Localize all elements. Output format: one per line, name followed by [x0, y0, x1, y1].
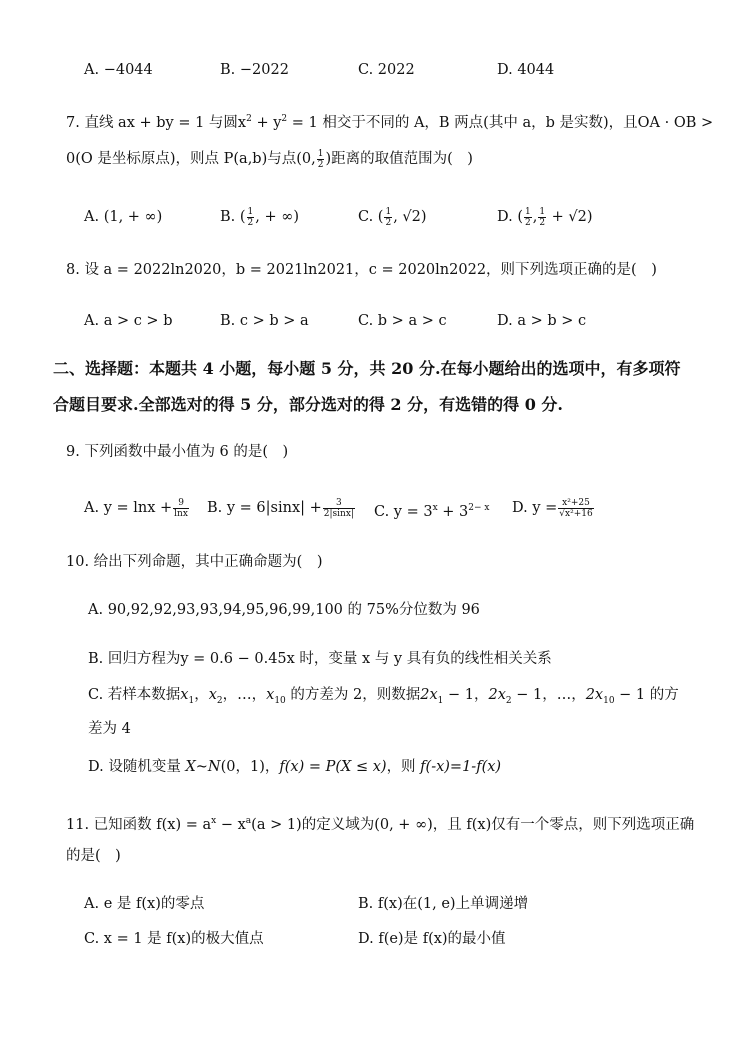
section2-heading-line1: 二、选择题：本题共 4 小题，每小题 5 分，共 20 分.在每小题给出的选项中，有多项符 [53, 359, 681, 378]
q6-option-c: C. 2022 [358, 62, 415, 78]
q7-option-b: B. ( $\frac{1}{2}$ , + ∞) [220, 206, 299, 228]
q9-option-a: A. y = lnx + $\frac{9}{\ln x}$ [84, 497, 188, 519]
q7-option-a: A. (1, + ∞) [84, 209, 163, 225]
q7-option-c: C. ( $\frac{1}{2}$ , √2) [358, 206, 427, 228]
q11-stem-line2: 的是( ) [66, 848, 121, 864]
q11-option-c: C. x = 1 是 f(x)的极大值点 [84, 931, 264, 947]
q8-option-b: B. c > b > a [220, 313, 309, 329]
q11-option-a: A. e 是 f(x)的零点 [84, 896, 205, 912]
q8-stem: 8. 设 a = 2022ln2020，b = 2021ln2021，c = 2020ln2022，则下列选项正确的是( ) [66, 262, 657, 278]
q7-fraction-half: $\frac{1}{2}$ [317, 148, 324, 170]
q11-option-d: D. f(e)是 f(x)的最小值 [358, 931, 506, 947]
q6-option-a: A. −4044 [84, 62, 153, 78]
q7-stem-line2: 0(O 是坐标原点)，则点 P(a,b)与点(0, $\frac{1}{2}$ )距离的取值范围为( ) [66, 148, 473, 170]
q10-option-c-line2: 差为 4 [88, 721, 131, 737]
q9-option-c: C. $y = 3^x + 3^{2- x}$ [374, 503, 490, 520]
q10-stem: 10. 给出下列命题，其中正确命题为( ) [66, 554, 323, 570]
q10-option-c: C. 若样本数据$x_1$，$x_2$，…，$x_{10}$ 的方差为 2，则数据$2x_1 - 1$，$2x_2 - 1$，…，$2x_{10} - 1$ 的方 [88, 687, 679, 706]
q8-option-d: D. a > b > c [497, 313, 587, 329]
q8-option-c: C. b > a > c [358, 313, 447, 329]
q9-option-b: B. y = 6|sinx| + $\frac{3}{2|\sin x|}$ [207, 497, 354, 519]
q7-stem-line1: 7. 直线 ax + by = 1 与圆$x^2 + y^2 = 1$ 相交于不同的 A，B 两点(其中 a，b 是实数)，且OA · OB > [66, 114, 714, 131]
section2-heading-line2: 合题目要求.全部选对的得 5 分，部分选对的得 2 分，有选错的得 0 分. [53, 395, 563, 414]
q9-option-d: D. y = $\frac{\text{x²+25}}{\text{√x²+16}}$ [512, 497, 593, 519]
q6-option-b: B. −2022 [220, 62, 289, 78]
q6-option-d: D. 4044 [497, 62, 555, 78]
q7-option-d: D. ( $\frac{1}{2}$ , $\frac{1}{2}$ + √2) [497, 206, 593, 228]
q8-option-a: A. a > c > b [84, 313, 173, 329]
q11-stem-line1: 11. 已知函数 $f(x) = a^x - x^a(a > 1)$的定义域为(0, + ∞)，且 f(x)仅有一个零点，则下列选项正确 [66, 816, 695, 833]
q11-option-b: B. f(x)在(1, e)上单调递增 [358, 896, 529, 912]
q10-option-b: B. 回归方程为y = 0.6 − 0.45x 时，变量 x 与 y 具有负的线性相关关系 [88, 651, 552, 667]
q10-option-d: D. 设随机变量 X~N(0，1)，f(x) = P(X ≤ x)，则 f(-x)=1-f(x) [88, 759, 502, 775]
q10-option-a: A. 90,92,92,93,93,94,95,96,99,100 的 75%分位数为 96 [88, 602, 480, 618]
q9-stem: 9. 下列函数中最小值为 6 的是( ) [66, 444, 289, 460]
